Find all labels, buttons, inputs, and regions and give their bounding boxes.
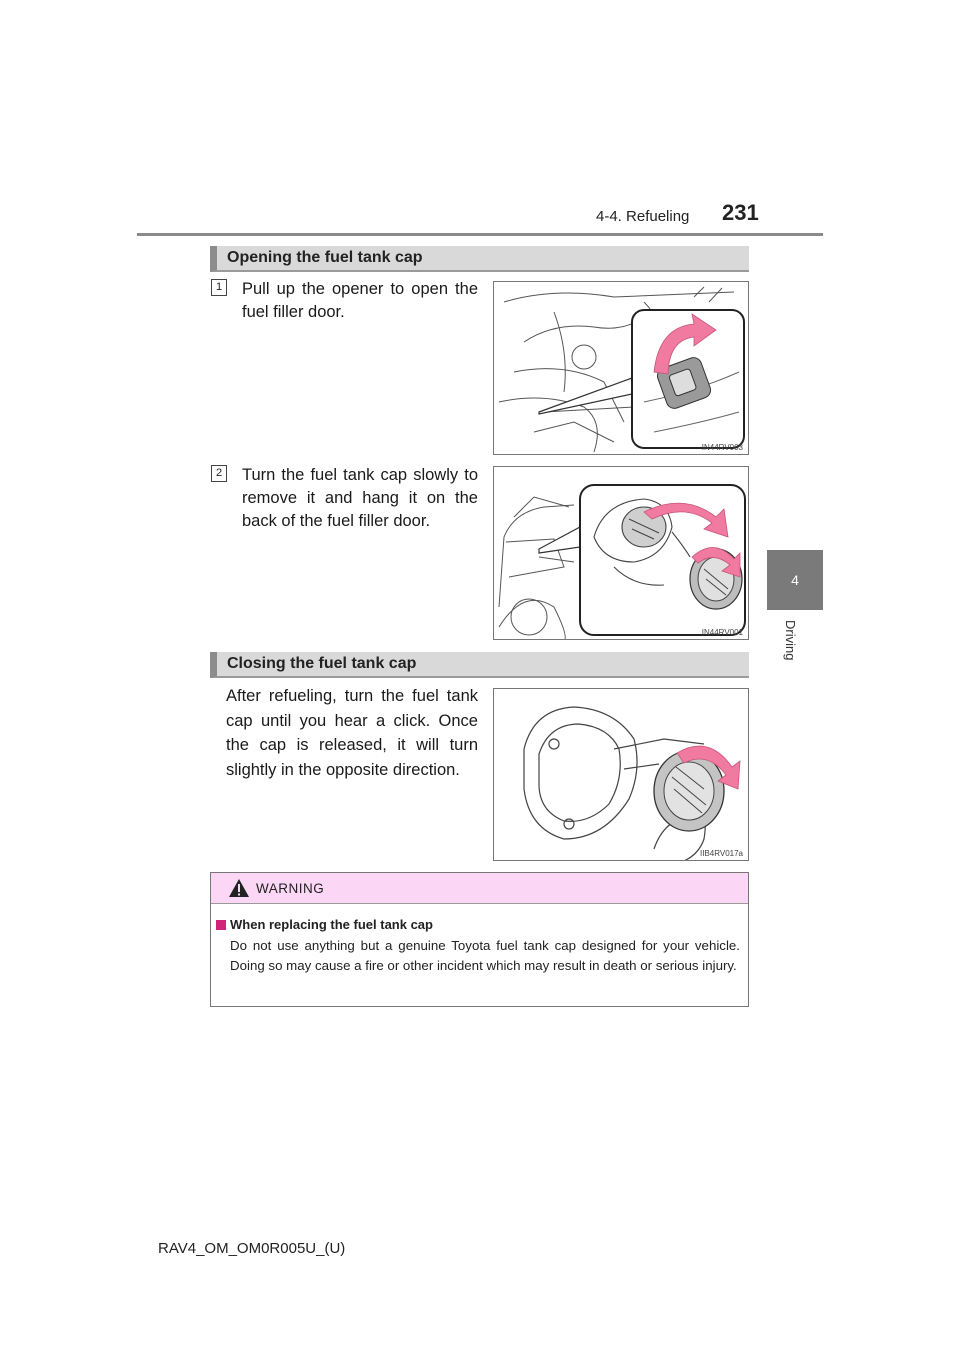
warning-heading-text: When replacing the fuel tank cap [230,917,433,932]
header-divider [137,233,823,236]
section-title: Opening the fuel tank cap [227,249,423,266]
image-code: IN44RV001 [701,628,743,637]
step-text-2: Turn the fuel tank cap slowly to remove it and hang it on the back of the fuel filler door. [242,466,478,530]
header-section-title: 4-4. Refueling [596,208,690,225]
image-code: IN44RV003 [701,443,743,452]
warning-label: WARNING [256,881,325,896]
step-text-1: Pull up the opener to open the fuel filler door. [242,280,478,321]
warning-triangle-icon [228,878,250,898]
step-number-2: 2 [211,465,227,482]
step-number-1: 1 [211,279,227,296]
warning-header [211,873,748,904]
image-code: IIB4RV017a [700,849,743,858]
illustration-fuel-cap-removal [493,466,749,640]
chapter-label [767,612,823,682]
warning-text: Do not use anything but a genuine Toyota fuel tank cap designed for your vehicle. Doing so may cause a fire or other incident which may result in death or serious injury. [230,938,740,973]
fuel-cap-closing-drawing [494,689,749,861]
section-heading-closing [210,652,749,678]
illustration-fuel-opener [493,281,749,455]
chapter-label-text: Driving [783,620,798,661]
warning-heading [216,917,433,932]
chapter-tab[interactable]: 4 [767,550,823,610]
closing-text: After refueling, turn the fuel tank cap until you hear a click. Once the cap is released, it will turn slightly in the opposite direction. [226,687,478,779]
warning-box [210,872,749,1007]
fuel-opener-drawing [494,282,749,455]
square-bullet-icon [216,920,226,930]
section-heading-opening [210,246,749,272]
fuel-cap-removal-drawing [494,467,749,640]
illustration-fuel-cap-closing [493,688,749,861]
footer-doc-code: RAV4_OM_OM0R005U_(U) [158,1240,346,1257]
page-number: 231 [722,200,759,225]
section-title: Closing the fuel tank cap [227,655,417,672]
